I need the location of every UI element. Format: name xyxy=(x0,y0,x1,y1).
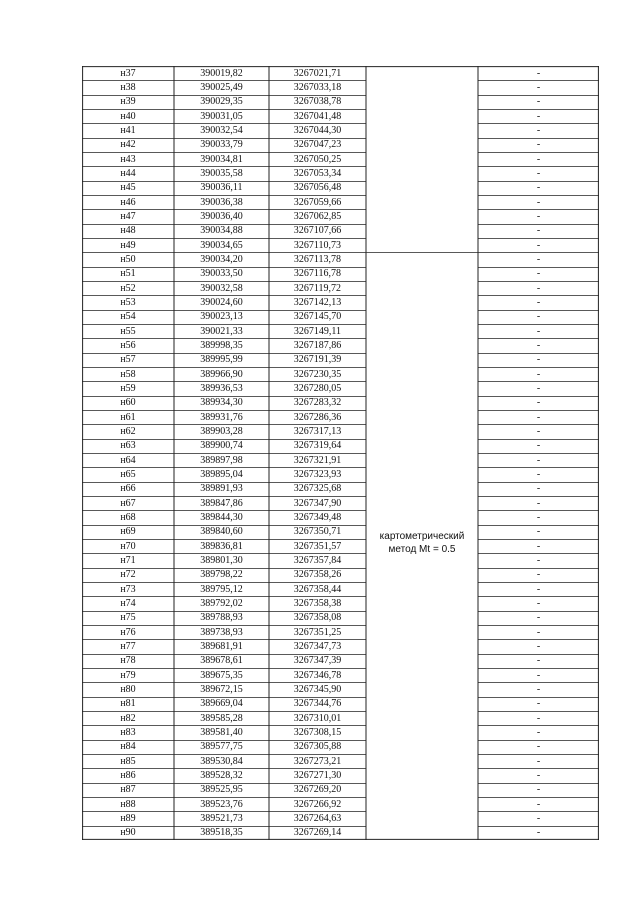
point-name: н39 xyxy=(120,96,136,108)
note-cell: - xyxy=(536,397,541,409)
coord-y: 3267351,57 xyxy=(293,540,342,552)
method-accuracy: метод Mt = 0.5 xyxy=(388,544,456,555)
point-name: н87 xyxy=(120,784,136,796)
coord-x: 389577,75 xyxy=(200,741,243,753)
coord-x: 389936,53 xyxy=(200,382,243,394)
point-name: н78 xyxy=(120,655,136,667)
note-cell: - xyxy=(536,540,541,552)
note-cell: - xyxy=(536,712,541,724)
point-name: н38 xyxy=(120,81,136,93)
note-cell: - xyxy=(536,454,541,466)
point-name: н37 xyxy=(120,67,136,79)
note-cell: - xyxy=(536,440,541,452)
note-cell: - xyxy=(536,726,541,738)
point-name: н48 xyxy=(120,225,136,237)
point-name: н90 xyxy=(120,827,136,839)
coord-y: 3267323,93 xyxy=(293,468,342,480)
point-name: н43 xyxy=(120,153,136,165)
point-name: н88 xyxy=(120,798,136,810)
coord-x: 390034,65 xyxy=(200,239,243,251)
coord-y: 3267358,26 xyxy=(293,569,342,581)
note-cell: - xyxy=(536,325,541,337)
coord-y: 3267047,23 xyxy=(293,139,342,151)
coord-x: 390033,79 xyxy=(200,139,243,151)
point-name: н45 xyxy=(120,182,136,194)
point-name: н68 xyxy=(120,511,136,523)
coord-y: 3267230,35 xyxy=(293,368,342,380)
coord-x: 389934,30 xyxy=(200,397,243,409)
point-name: н57 xyxy=(120,354,136,366)
point-name: н58 xyxy=(120,368,136,380)
point-name: н51 xyxy=(120,268,136,280)
coord-x: 390036,40 xyxy=(200,210,243,222)
coord-y: 3267317,13 xyxy=(293,425,342,437)
point-name: н74 xyxy=(120,597,136,609)
note-cell: - xyxy=(536,698,541,710)
point-name: н79 xyxy=(120,669,136,681)
coord-x: 390021,33 xyxy=(200,325,243,337)
coord-x: 389581,40 xyxy=(200,726,243,738)
note-cell: - xyxy=(536,640,541,652)
coord-y: 3267344,76 xyxy=(293,698,342,710)
coord-x: 389840,60 xyxy=(200,526,243,538)
point-name: н76 xyxy=(120,626,136,638)
coord-y: 3267358,08 xyxy=(293,612,342,624)
coord-y: 3267059,66 xyxy=(293,196,342,208)
coord-x: 389895,04 xyxy=(200,468,243,480)
note-cell: - xyxy=(536,153,541,165)
coord-y: 3267113,78 xyxy=(293,253,342,265)
note-cell: - xyxy=(536,683,541,695)
coord-x: 390019,82 xyxy=(200,67,243,79)
coord-y: 3267266,92 xyxy=(293,798,342,810)
note-cell: - xyxy=(536,655,541,667)
coord-x: 389523,76 xyxy=(200,798,243,810)
coord-y: 3267187,86 xyxy=(293,339,342,351)
coord-y: 3267110,73 xyxy=(293,239,342,251)
point-name: н41 xyxy=(120,124,136,136)
note-cell: - xyxy=(536,812,541,824)
note-cell: - xyxy=(536,282,541,294)
coord-y: 3267358,44 xyxy=(293,583,342,595)
coord-x: 389844,30 xyxy=(200,511,243,523)
note-cell: - xyxy=(536,81,541,93)
coord-y: 3267347,39 xyxy=(293,655,342,667)
note-cell: - xyxy=(536,239,541,251)
note-cell: - xyxy=(536,167,541,179)
coordinates-table xyxy=(82,66,599,840)
note-cell: - xyxy=(536,182,541,194)
coord-y: 3267283,32 xyxy=(293,397,342,409)
note-cell: - xyxy=(536,769,541,781)
coord-x: 390034,88 xyxy=(200,225,243,237)
note-cell: - xyxy=(536,612,541,624)
point-name: н86 xyxy=(120,769,136,781)
method-label: картометрический xyxy=(379,531,465,542)
point-name: н83 xyxy=(120,726,136,738)
point-name: н71 xyxy=(120,554,136,566)
coord-x: 389669,04 xyxy=(200,698,243,710)
coord-x: 389585,28 xyxy=(200,712,243,724)
coord-x: 389528,32 xyxy=(200,769,243,781)
coord-x: 389998,35 xyxy=(200,339,243,351)
coord-x: 389795,12 xyxy=(200,583,243,595)
point-name: н61 xyxy=(120,411,136,423)
coord-y: 3267321,91 xyxy=(293,454,342,466)
note-cell: - xyxy=(536,339,541,351)
note-cell: - xyxy=(536,382,541,394)
coord-y: 3267145,70 xyxy=(293,311,342,323)
coord-x: 390034,81 xyxy=(200,153,243,165)
coord-y: 3267305,88 xyxy=(293,741,342,753)
note-cell: - xyxy=(536,583,541,595)
point-name: н46 xyxy=(120,196,136,208)
coord-x: 389836,81 xyxy=(200,540,243,552)
point-name: н64 xyxy=(120,454,136,466)
coord-x: 389788,93 xyxy=(200,612,243,624)
coord-y: 3267264,63 xyxy=(293,812,342,824)
point-name: н47 xyxy=(120,210,136,222)
note-cell: - xyxy=(536,554,541,566)
note-cell: - xyxy=(536,296,541,308)
point-name: н70 xyxy=(120,540,136,552)
point-name: н53 xyxy=(120,296,136,308)
point-name: н80 xyxy=(120,683,136,695)
coord-y: 3267358,38 xyxy=(293,597,342,609)
note-cell: - xyxy=(536,368,541,380)
coord-y: 3267142,13 xyxy=(293,296,342,308)
point-name: н54 xyxy=(120,311,136,323)
point-name: н60 xyxy=(120,397,136,409)
coord-x: 390031,05 xyxy=(200,110,243,122)
note-cell: - xyxy=(536,597,541,609)
coord-y: 3267308,15 xyxy=(293,726,342,738)
coord-y: 3267351,25 xyxy=(293,626,342,638)
coord-y: 3267269,14 xyxy=(293,827,342,839)
note-cell: - xyxy=(536,210,541,222)
point-name: н73 xyxy=(120,583,136,595)
note-cell: - xyxy=(536,511,541,523)
point-name: н67 xyxy=(120,497,136,509)
coord-y: 3267149,11 xyxy=(293,325,342,337)
coord-x: 390036,38 xyxy=(200,196,243,208)
note-cell: - xyxy=(536,827,541,839)
coord-y: 3267357,84 xyxy=(293,554,342,566)
coord-x: 390035,58 xyxy=(200,167,243,179)
point-name: н62 xyxy=(120,425,136,437)
coord-y: 3267107,66 xyxy=(293,225,342,237)
note-cell: - xyxy=(536,110,541,122)
point-name: н59 xyxy=(120,382,136,394)
point-name: н84 xyxy=(120,741,136,753)
coord-x: 390036,11 xyxy=(200,182,243,194)
coord-x: 389931,76 xyxy=(200,411,243,423)
coord-x: 389792,02 xyxy=(200,597,243,609)
point-name: н85 xyxy=(120,755,136,767)
note-cell: - xyxy=(536,96,541,108)
point-name: н49 xyxy=(120,239,136,251)
coord-x: 390029,35 xyxy=(200,96,243,108)
note-cell: - xyxy=(536,626,541,638)
coord-y: 3267053,34 xyxy=(293,167,342,179)
note-cell: - xyxy=(536,669,541,681)
coord-y: 3267350,71 xyxy=(293,526,342,538)
point-name: н75 xyxy=(120,612,136,624)
point-name: н40 xyxy=(120,110,136,122)
coord-y: 3267286,36 xyxy=(293,411,342,423)
coord-y: 3267346,78 xyxy=(293,669,342,681)
point-name: н55 xyxy=(120,325,136,337)
coord-x: 390033,50 xyxy=(200,268,243,280)
coord-y: 3267345,90 xyxy=(293,683,342,695)
note-cell: - xyxy=(536,741,541,753)
note-cell: - xyxy=(536,468,541,480)
coord-y: 3267347,90 xyxy=(293,497,342,509)
coord-x: 389675,35 xyxy=(200,669,243,681)
note-cell: - xyxy=(536,67,541,79)
note-cell: - xyxy=(536,497,541,509)
note-cell: - xyxy=(536,784,541,796)
point-name: н82 xyxy=(120,712,136,724)
point-name: н69 xyxy=(120,526,136,538)
point-name: н77 xyxy=(120,640,136,652)
coord-x: 390024,60 xyxy=(200,296,243,308)
coord-y: 3267319,64 xyxy=(293,440,342,452)
coord-y: 3267119,72 xyxy=(293,282,342,294)
note-cell: - xyxy=(536,483,541,495)
coord-y: 3267044,30 xyxy=(293,124,342,136)
coord-x: 389678,61 xyxy=(200,655,243,667)
coord-y: 3267347,73 xyxy=(293,640,342,652)
note-cell: - xyxy=(536,569,541,581)
coord-x: 389847,86 xyxy=(200,497,243,509)
note-cell: - xyxy=(536,411,541,423)
note-cell: - xyxy=(536,755,541,767)
coord-x: 389798,22 xyxy=(200,569,243,581)
coord-x: 389966,90 xyxy=(200,368,243,380)
note-cell: - xyxy=(536,354,541,366)
coord-x: 389521,73 xyxy=(200,812,243,824)
coord-x: 389518,35 xyxy=(200,827,243,839)
coord-y: 3267271,30 xyxy=(293,769,342,781)
coord-x: 389525,95 xyxy=(200,784,243,796)
coord-y: 3267273,21 xyxy=(293,755,342,767)
coord-x: 390023,13 xyxy=(200,311,243,323)
coord-y: 3267033,18 xyxy=(293,81,342,93)
coord-y: 3267310,01 xyxy=(293,712,342,724)
point-name: н72 xyxy=(120,569,136,581)
coord-y: 3267038,78 xyxy=(293,96,342,108)
note-cell: - xyxy=(536,798,541,810)
coord-x: 390034,20 xyxy=(200,253,243,265)
coord-x: 390025,49 xyxy=(200,81,243,93)
coord-x: 389530,84 xyxy=(200,755,243,767)
note-cell: - xyxy=(536,526,541,538)
coord-y: 3267325,68 xyxy=(293,483,342,495)
coord-x: 389891,93 xyxy=(200,483,243,495)
point-name: н42 xyxy=(120,139,136,151)
note-cell: - xyxy=(536,311,541,323)
method-cell xyxy=(366,530,478,564)
coord-y: 3267056,48 xyxy=(293,182,342,194)
coord-x: 389681,91 xyxy=(200,640,243,652)
coord-y: 3267021,71 xyxy=(293,67,342,79)
note-cell: - xyxy=(536,124,541,136)
coord-x: 389897,98 xyxy=(200,454,243,466)
coord-x: 389903,28 xyxy=(200,425,243,437)
coord-y: 3267280,05 xyxy=(293,382,342,394)
coord-y: 3267349,48 xyxy=(293,511,342,523)
point-name: н44 xyxy=(120,167,136,179)
note-cell: - xyxy=(536,253,541,265)
point-name: н50 xyxy=(120,253,136,265)
coord-y: 3267050,25 xyxy=(293,153,342,165)
note-cell: - xyxy=(536,225,541,237)
note-cell: - xyxy=(536,196,541,208)
point-name: н66 xyxy=(120,483,136,495)
point-name: н65 xyxy=(120,468,136,480)
coord-x: 389738,93 xyxy=(200,626,243,638)
coord-x: 390032,58 xyxy=(200,282,243,294)
coord-x: 389801,30 xyxy=(200,554,243,566)
note-cell: - xyxy=(536,425,541,437)
point-name: н52 xyxy=(120,282,136,294)
coord-x: 390032,54 xyxy=(200,124,243,136)
point-name: н81 xyxy=(120,698,136,710)
coord-x: 389995,99 xyxy=(200,354,243,366)
coord-x: 389900,74 xyxy=(200,440,243,452)
point-name: н89 xyxy=(120,812,136,824)
coord-y: 3267191,39 xyxy=(293,354,342,366)
coord-x: 389672,15 xyxy=(200,683,243,695)
coord-y: 3267269,20 xyxy=(293,784,342,796)
coord-y: 3267041,48 xyxy=(293,110,342,122)
coord-y: 3267062,85 xyxy=(293,210,342,222)
point-name: н56 xyxy=(120,339,136,351)
point-name: н63 xyxy=(120,440,136,452)
coord-y: 3267116,78 xyxy=(293,268,342,280)
note-cell: - xyxy=(536,139,541,151)
note-cell: - xyxy=(536,268,541,280)
